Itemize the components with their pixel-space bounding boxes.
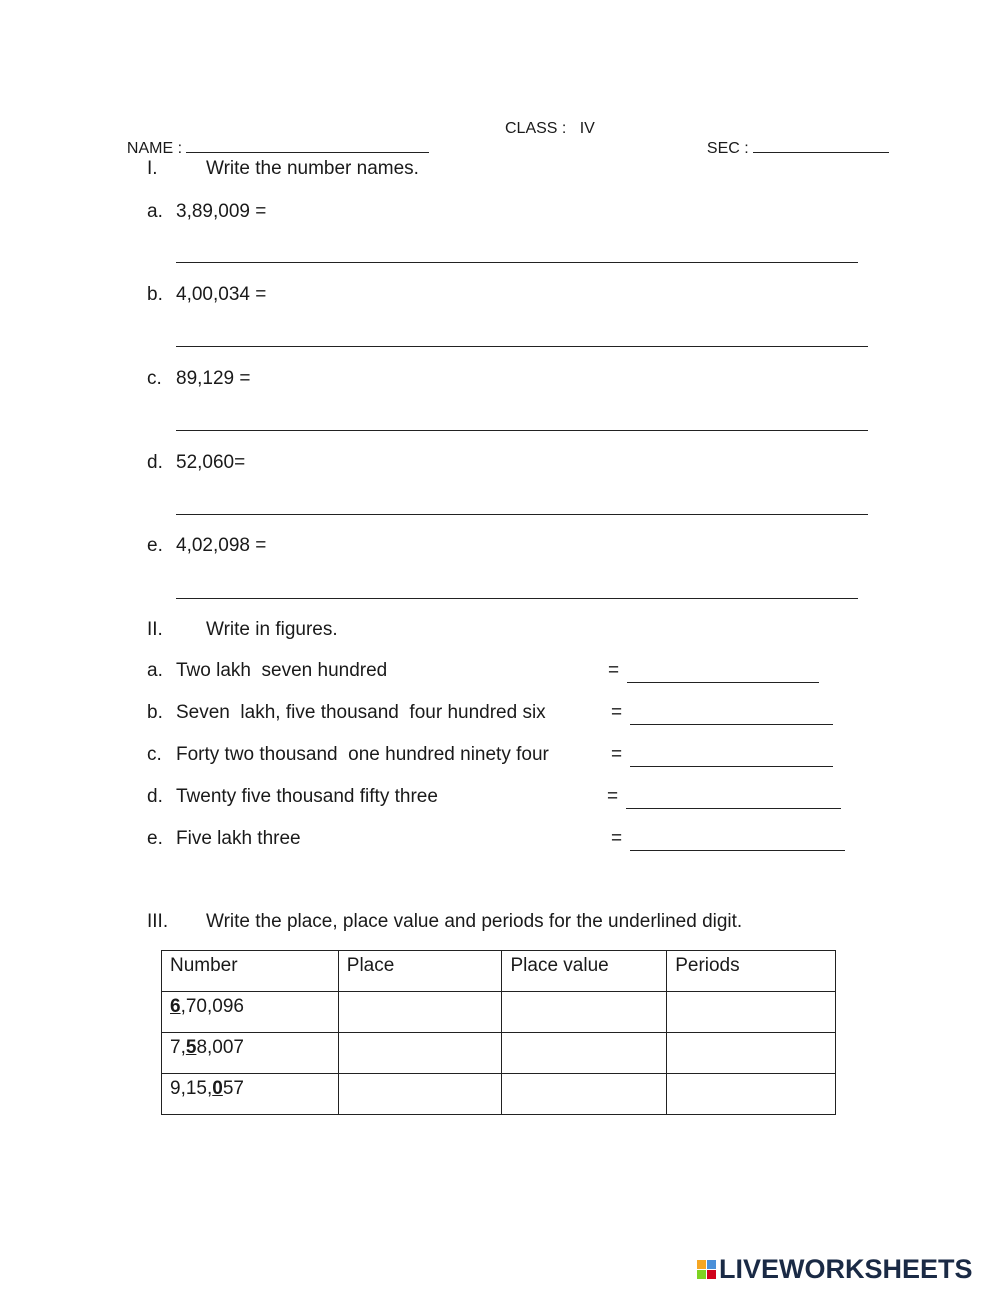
- s2-item-e-letter: e.: [147, 828, 163, 849]
- place-answer-cell[interactable]: [338, 1033, 502, 1074]
- logo-block: [707, 1270, 716, 1279]
- section2-title: Write in figures.: [206, 619, 338, 640]
- logo-blocks-icon: [697, 1260, 716, 1279]
- s2-item-c-text: Forty two thousand one hundred ninety four: [176, 744, 549, 765]
- s2-item-b-letter: b.: [147, 702, 163, 723]
- s1-item-e-answer-line[interactable]: [176, 598, 858, 599]
- s2-item-a-letter: a.: [147, 660, 163, 681]
- s1-item-e-text: 4,02,098 =: [176, 535, 267, 556]
- s2-item-a-text: Two lakh seven hundred: [176, 660, 388, 681]
- table-row: [162, 1074, 836, 1115]
- s1-item-c-text: 89,129 =: [176, 368, 251, 389]
- s2-item-d-equals: =: [607, 786, 619, 807]
- number-post: 57: [222, 1078, 244, 1099]
- name-blank[interactable]: [186, 138, 429, 153]
- section3-title: Write the place, place value and periods for the underlined digit.: [206, 911, 743, 932]
- name-label: NAME :: [126, 140, 187, 157]
- s2-item-b-equals: =: [611, 702, 623, 723]
- s2-item-c-letter: c.: [147, 744, 162, 765]
- number-post: ,70,096: [180, 996, 244, 1017]
- s2-item-e-answer-line[interactable]: [630, 850, 845, 851]
- place-value-answer-cell[interactable]: [502, 992, 667, 1033]
- s1-item-a-letter: a.: [147, 201, 163, 222]
- place-answer-cell[interactable]: [338, 1074, 502, 1115]
- table-row: [162, 1033, 836, 1074]
- header-place: Place: [338, 951, 502, 992]
- section1-numeral: I.: [147, 158, 158, 179]
- s2-item-d-answer-line[interactable]: [626, 808, 841, 809]
- underlined-digit: 0: [212, 1078, 223, 1099]
- underlined-digit: 5: [185, 1037, 197, 1058]
- periods-answer-cell[interactable]: [667, 1033, 836, 1074]
- periods-answer-cell[interactable]: [667, 992, 836, 1033]
- s2-item-e-equals: =: [611, 828, 623, 849]
- class-label: CLASS : IV: [505, 120, 595, 137]
- s1-item-e-letter: e.: [147, 535, 163, 556]
- number-pre: 7,: [170, 1037, 186, 1058]
- s1-item-d-text: 52,060=: [176, 452, 246, 473]
- logo-block: [697, 1260, 706, 1269]
- logo-block: [697, 1270, 706, 1279]
- number-cell: [162, 992, 339, 1033]
- sec-field-row: [698, 120, 889, 158]
- s1-item-a-text: 3,89,009 =: [176, 201, 267, 222]
- place-value-answer-cell[interactable]: [502, 1033, 667, 1074]
- table-header-row: [162, 951, 836, 992]
- number-cell: [162, 1074, 339, 1115]
- s2-item-a-equals: =: [608, 660, 620, 681]
- s2-item-b-text: Seven lakh, five thousand four hundred six: [176, 702, 546, 723]
- s1-item-c-letter: c.: [147, 368, 162, 389]
- s1-item-c-answer-line[interactable]: [176, 430, 868, 431]
- number-cell: [162, 1033, 339, 1074]
- number-pre: 9,15,: [170, 1078, 213, 1099]
- header-place-value: Place value: [502, 951, 667, 992]
- s2-item-e-text: Five lakh three: [176, 828, 301, 849]
- place-answer-cell[interactable]: [338, 992, 502, 1033]
- number-post: 8,007: [196, 1037, 244, 1058]
- name-field-row: [118, 120, 429, 158]
- section3-numeral: III.: [147, 911, 169, 932]
- s1-item-b-text: 4,00,034 =: [176, 284, 267, 305]
- s2-item-c-answer-line[interactable]: [630, 766, 833, 767]
- s2-item-d-text: Twenty five thousand fifty three: [176, 786, 438, 807]
- table-row: [162, 992, 836, 1033]
- section2-numeral: II.: [147, 619, 163, 640]
- periods-answer-cell[interactable]: [667, 1074, 836, 1115]
- logo-text: LIVEWORKSHEETS: [719, 1254, 973, 1284]
- s1-item-b-answer-line[interactable]: [176, 346, 868, 347]
- section1-title: Write the number names.: [206, 158, 419, 179]
- logo-block: [707, 1260, 716, 1269]
- s2-item-c-equals: =: [611, 744, 623, 765]
- s2-item-a-answer-line[interactable]: [627, 682, 819, 683]
- place-value-table: [161, 950, 836, 1115]
- underlined-digit: 6: [170, 996, 181, 1017]
- s1-item-a-answer-line[interactable]: [176, 262, 858, 263]
- liveworksheets-logo: [697, 1254, 973, 1285]
- sec-blank[interactable]: [753, 138, 889, 153]
- s1-item-d-answer-line[interactable]: [176, 514, 868, 515]
- s2-item-b-answer-line[interactable]: [630, 724, 833, 725]
- place-value-answer-cell[interactable]: [502, 1074, 667, 1115]
- s1-item-b-letter: b.: [147, 284, 163, 305]
- s1-item-d-letter: d.: [147, 452, 163, 473]
- sec-label: SEC :: [706, 140, 754, 157]
- header-number: Number: [162, 951, 339, 992]
- s2-item-d-letter: d.: [147, 786, 163, 807]
- header-periods: Periods: [667, 951, 836, 992]
